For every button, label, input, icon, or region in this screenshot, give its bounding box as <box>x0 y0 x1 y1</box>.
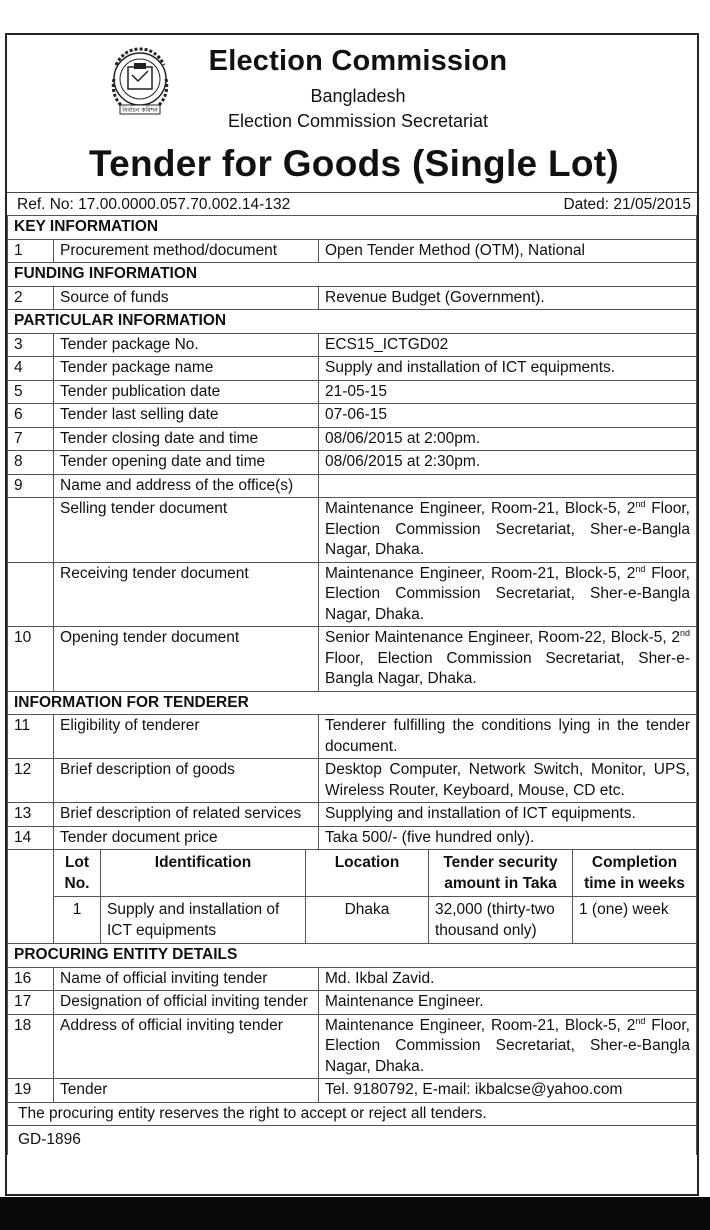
lot-table <box>54 850 696 943</box>
row-value: Tel. 9180792, E-mail: ikbalcse@yahoo.com <box>319 1079 697 1103</box>
value-text: Maintenance Engineer, Room-21, Block-5, 2 <box>325 1016 636 1034</box>
row-value <box>319 1014 697 1079</box>
section-row <box>8 263 697 287</box>
lot-table-cell <box>54 850 697 944</box>
row-value: Desktop Computer, Network Switch, Monitor, UPS, Wireless Router, Keyboard, Mouse, CD etc. <box>319 759 697 803</box>
secretariat-name: Election Commission Secretariat <box>227 111 489 131</box>
row-value: 08/06/2015 at 2:30pm. <box>319 451 697 475</box>
table-row <box>8 404 697 428</box>
section-heading-tenderer: INFORMATION FOR TENDERER <box>8 691 697 715</box>
section-row <box>8 310 697 334</box>
footer-note-row <box>8 1102 697 1126</box>
row-number: 10 <box>8 627 54 692</box>
row-number: 1 <box>8 239 54 263</box>
lot-header-cell: Tender security amount in Taka <box>429 850 573 897</box>
section-row <box>8 691 697 715</box>
row-label: Tender publication date <box>54 380 319 404</box>
country-name: Bangladesh <box>310 86 406 106</box>
row-value: Supply and installation of ICT equipments. <box>319 357 697 381</box>
row-number: 3 <box>8 333 54 357</box>
section-heading-funding: FUNDING INFORMATION <box>8 263 697 287</box>
lot-table-row <box>8 850 697 944</box>
section-row <box>8 216 697 240</box>
row-label: Procurement method/document <box>54 239 319 263</box>
table-row <box>8 803 697 827</box>
lot-cell: Dhaka <box>306 897 429 944</box>
section-row <box>8 944 697 968</box>
ordinal-suffix: nd <box>635 1015 646 1026</box>
row-label: Tender closing date and time <box>54 427 319 451</box>
row-number <box>8 498 54 563</box>
notice-date: Dated: 21/05/2015 <box>563 196 691 213</box>
value-text: Senior Maintenance Engineer, Room-22, Block-5, 2 <box>325 629 680 646</box>
value-text: Maintenance Engineer, Room-21, Block-5, 2 <box>325 500 636 517</box>
row-value <box>319 562 697 627</box>
row-label: Source of funds <box>54 286 319 310</box>
value-text: Maintenance Engineer, Room-21, Block-5, 2 <box>325 564 636 582</box>
footer-code-row <box>8 1126 697 1155</box>
ordinal-suffix: nd <box>635 498 646 509</box>
table-row <box>8 357 697 381</box>
lot-cell: Supply and installation of ICT equipments <box>101 897 306 944</box>
row-label: Tender opening date and time <box>54 451 319 475</box>
row-number: 6 <box>8 404 54 428</box>
table-row <box>8 286 697 310</box>
footer-note: The procuring entity reserves the right to accept or reject all tenders. <box>8 1102 697 1126</box>
notice-header <box>7 35 697 185</box>
row-label: Designation of official inviting tender <box>54 991 319 1015</box>
row-label: Eligibility of tenderer <box>54 715 319 759</box>
row-value <box>319 498 697 563</box>
table-row <box>8 715 697 759</box>
row-number: 7 <box>8 427 54 451</box>
row-value: Md. Ikbal Zavid. <box>319 967 697 991</box>
row-number: 9 <box>8 474 54 498</box>
table-row <box>8 759 697 803</box>
table-row <box>8 991 697 1015</box>
row-number: 19 <box>8 1079 54 1103</box>
lot-header-row <box>54 850 696 897</box>
lot-data-row <box>54 897 696 944</box>
table-row <box>8 451 697 475</box>
row-label: Receiving tender document <box>54 562 319 627</box>
table-row <box>8 380 697 404</box>
row-number: 4 <box>8 357 54 381</box>
lot-header-cell: Completion time in weeks <box>573 850 697 897</box>
value-text: Floor, Election Commission Secretariat, Sher-e-Bangla Nagar, Dhaka. <box>325 500 690 558</box>
ref-number: Ref. No: 17.00.0000.057.70.002.14-132 <box>17 196 291 213</box>
row-label: Tender last selling date <box>54 404 319 428</box>
value-text: Floor, Election Commission Secretariat, Sher-e-Bangla Nagar, Dhaka. <box>325 564 690 623</box>
lot-cell: 1 <box>54 897 101 944</box>
lot-header-cell: Identification <box>101 850 306 897</box>
row-label: Opening tender document <box>54 627 319 692</box>
table-row <box>8 562 697 627</box>
row-value: 21-05-15 <box>319 380 697 404</box>
row-value: ECS15_ICTGD02 <box>319 333 697 357</box>
reference-line <box>7 192 697 215</box>
row-value: Maintenance Engineer. <box>319 991 697 1015</box>
ordinal-suffix: nd <box>679 627 690 638</box>
table-row <box>8 967 697 991</box>
row-number: 12 <box>8 759 54 803</box>
section-heading-key: KEY INFORMATION <box>8 216 697 240</box>
row-label: Tender document price <box>54 826 319 850</box>
row-number: 13 <box>8 803 54 827</box>
gd-code: GD-1896 <box>8 1126 697 1155</box>
row-number <box>8 562 54 627</box>
notice-title: Tender for Goods (Single Lot) <box>88 143 620 184</box>
row-number: 18 <box>8 1014 54 1079</box>
org-name: Election Commission <box>208 45 508 77</box>
table-row <box>8 627 697 692</box>
row-label: Tender <box>54 1079 319 1103</box>
row-number <box>8 850 54 944</box>
seal-ribbon-text: নির্বাচন কমিশন <box>122 107 158 114</box>
row-number: 17 <box>8 991 54 1015</box>
row-value: Tenderer fulfilling the conditions lying in the tender document. <box>319 715 697 759</box>
tender-notice-page <box>5 33 699 1196</box>
row-value <box>319 627 697 692</box>
row-label: Selling tender document <box>54 498 319 563</box>
table-row <box>8 239 697 263</box>
row-number: 8 <box>8 451 54 475</box>
row-label: Brief description of related services <box>54 803 319 827</box>
row-value <box>319 474 697 498</box>
row-number: 16 <box>8 967 54 991</box>
row-label: Name and address of the office(s) <box>54 474 319 498</box>
value-text: Floor, Election Commission Secretariat, Sher-e-Bangla Nagar, Dhaka. <box>325 649 690 687</box>
bottom-black-bar <box>0 1197 710 1230</box>
row-label: Name of official inviting tender <box>54 967 319 991</box>
lot-header-cell: Lot No. <box>54 850 101 897</box>
row-number: 2 <box>8 286 54 310</box>
row-number: 5 <box>8 380 54 404</box>
table-row <box>8 333 697 357</box>
table-row <box>8 427 697 451</box>
lot-cell: 1 (one) week <box>573 897 697 944</box>
table-row <box>8 474 697 498</box>
row-value: 08/06/2015 at 2:00pm. <box>319 427 697 451</box>
table-row <box>8 1079 697 1103</box>
table-row <box>8 498 697 563</box>
row-value: Supplying and installation of ICT equipments. <box>319 803 697 827</box>
section-heading-particular: PARTICULAR INFORMATION <box>8 310 697 334</box>
table-row <box>8 1014 697 1079</box>
tender-info-table <box>7 215 697 1155</box>
lot-header-cell: Location <box>306 850 429 897</box>
row-number: 14 <box>8 826 54 850</box>
ordinal-suffix: nd <box>635 563 646 574</box>
row-label: Tender package name <box>54 357 319 381</box>
row-label: Brief description of goods <box>54 759 319 803</box>
row-value: Taka 500/- (five hundred only). <box>319 826 697 850</box>
row-value: 07-06-15 <box>319 404 697 428</box>
row-number: 11 <box>8 715 54 759</box>
section-heading-procuring: PROCURING ENTITY DETAILS <box>8 944 697 968</box>
row-value: Open Tender Method (OTM), National <box>319 239 697 263</box>
lot-cell: 32,000 (thirty-two thousand only) <box>429 897 573 944</box>
row-label: Tender package No. <box>54 333 319 357</box>
row-value: Revenue Budget (Government). <box>319 286 697 310</box>
value-text: Floor, Election Commission Secretariat, Sher-e-Bangla Nagar, Dhaka. <box>325 1016 690 1075</box>
row-label: Address of official inviting tender <box>54 1014 319 1079</box>
table-row <box>8 826 697 850</box>
